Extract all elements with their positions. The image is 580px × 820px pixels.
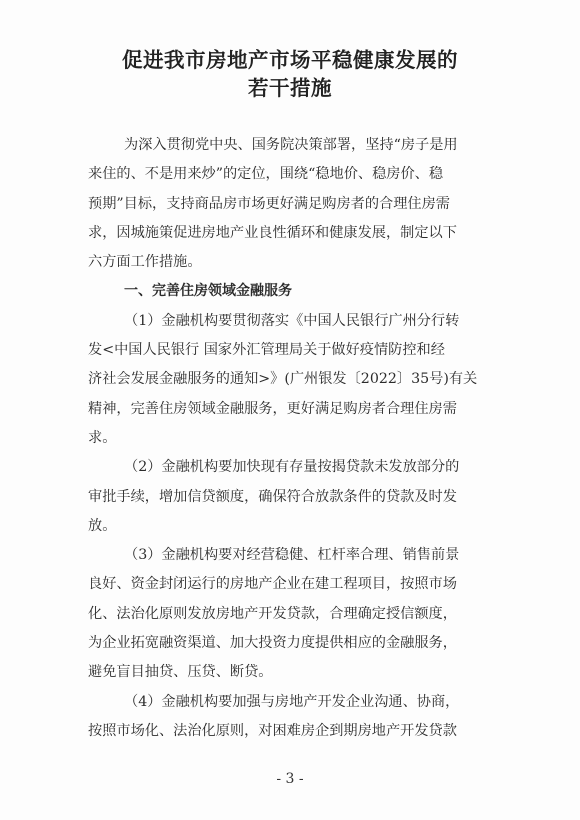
body-line: 放。 (88, 517, 117, 534)
body-line: （1）金融机构要贯彻落实《中国人民银行广州分行转 (124, 312, 460, 329)
body-line: 为深入贯彻党中央、国务院决策部署，坚持“房子是用 (124, 137, 458, 153)
body-line: 来住的、不是用来炒”的定位，围绕“稳地价、稳房价、稳 (88, 166, 444, 183)
title-line-1: 促进我市房地产市场平稳健康发展的 (122, 48, 458, 72)
body-line: 六方面工作措施。 (88, 254, 202, 271)
title-line-2: 若干措施 (248, 76, 332, 100)
body-line: 预期”目标，支持商品房市场更好满足购房者的合理住房需 (88, 195, 450, 212)
body-line: 避免盲目抽贷、压贷、断贷。 (88, 664, 273, 681)
body-line: （3）金融机构要对经营稳健、杠杆率合理、销售前景 (124, 547, 460, 564)
document-body (88, 131, 508, 746)
body-line: （4）金融机构要加强与房地产开发企业沟通、协商， (124, 693, 460, 710)
body-line: 为企业拓宽融资渠道、加大投资力度提供相应的金融服务， (88, 635, 457, 652)
body-line: 精神，完善住房领域金融服务，更好满足购房者合理住房需 (88, 400, 457, 417)
body-line: 济社会发展金融服务的通知>》(广州银发〔2022〕35号)有关 (88, 371, 478, 388)
body-line: 求。 (88, 429, 117, 446)
body-line: 发<中国人民银行 国家外汇管理局关于做好疫情防控和经 (88, 342, 445, 359)
section-heading: 一、完善住房领域金融服务 (124, 283, 292, 300)
body-line: （2）金融机构要加快现有存量按揭贷款未发放部分的 (124, 459, 460, 476)
document-title (0, 46, 580, 102)
page-number: - 3 - (276, 771, 304, 787)
body-line: 良好、资金封闭运行的房地产企业在建工程项目，按照市场 (88, 576, 457, 593)
body-line: 求，因城施策促进房地产业良性循环和健康发展，制定以下 (88, 224, 457, 241)
body-line: 化、法治化原则发放房地产开发贷款，合理确定授信额度， (88, 605, 457, 622)
body-line: 审批手续，增加信贷额度，确保符合放款条件的贷款及时发 (88, 488, 457, 505)
body-line: 按照市场化、法治化原则，对困难房企到期房地产开发贷款 (88, 722, 457, 739)
